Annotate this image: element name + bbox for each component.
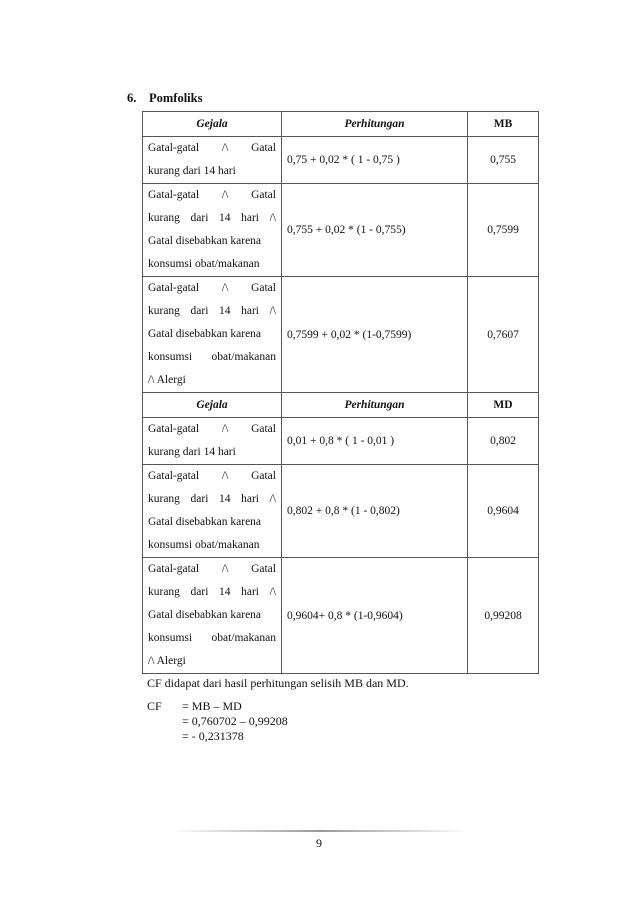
gejala-cell [143,184,282,277]
gejala-line [148,137,276,160]
gejala-word: hari [241,305,259,317]
gejala-word: Gatal [251,282,276,294]
gejala-cell [143,418,282,465]
gejala-line [148,581,276,604]
cf-line: = 0,760702 – 0,99208 [182,714,288,728]
gejala-line [148,418,276,441]
gejala-line [148,323,276,346]
gejala-word: /\ [269,586,276,598]
gejala-line [148,230,276,253]
gejala-line [148,300,276,323]
gejala-word: 14 [219,586,231,598]
perhitungan-cell: 0,802 + 0,8 * (1 - 0,802) [282,465,468,558]
gejala-word: kurang [148,586,180,598]
gejala-word: dari [190,493,209,505]
gejala-word: /\ [221,423,229,435]
gejala-line [148,650,276,673]
gejala-word: dari [190,212,209,224]
table-row [143,418,539,465]
gejala-word: Gatal [251,470,276,482]
gejala-cell [143,277,282,393]
section-title: Pomfoliks [149,91,203,105]
gejala-word: Gatal-gatal [148,142,200,154]
gejala-word: /\ Alergi [148,374,186,386]
mb-perhitungan-header: Perhitungan [282,112,468,137]
gejala-word: 14 [219,493,231,505]
md-perhitungan-header: Perhitungan [282,393,468,418]
gejala-word: Gatal-gatal [148,470,200,482]
gejala-word: dari [190,586,209,598]
cf-label: CF [147,699,162,713]
gejala-line [148,627,276,650]
cf-row-3 [147,729,409,744]
gejala-line [148,207,276,230]
cf-row-1 [147,699,409,714]
gejala-word: Gatal disebabkan karena [148,235,262,247]
md-value-cell: 0,802 [468,418,539,465]
perhitungan-cell: 0,9604+ 0,8 * (1-0,9604) [282,558,468,674]
calculation-table-body [143,112,539,674]
gejala-line [148,346,276,369]
gejala-word: kurang [148,493,180,505]
gejala-line [148,558,276,581]
gejala-word: /\ [269,212,276,224]
table-row [143,558,539,674]
table-row [143,465,539,558]
footer-divider [170,830,470,832]
md-value-header: MD [468,393,539,418]
gejala-word: 14 [219,212,231,224]
gejala-word: /\ [221,470,229,482]
table-row [143,277,539,393]
table-row [143,137,539,184]
gejala-word: Gatal [251,563,276,575]
gejala-word: /\ [221,189,229,201]
perhitungan-cell: 0,01 + 0,8 * ( 1 - 0,01 ) [282,418,468,465]
md-gejala-header: Gejala [143,393,282,418]
gejala-word: hari [241,212,259,224]
gejala-word: /\ [221,142,229,154]
mb-header-row [143,112,539,137]
section-heading [127,91,202,106]
gejala-word: konsumsi obat/makanan [148,258,260,270]
gejala-line [148,511,276,534]
gejala-line [148,253,276,276]
gejala-word: hari [241,586,259,598]
gejala-line [148,465,276,488]
gejala-line [148,160,276,183]
gejala-word: obat/makanan [211,351,276,363]
perhitungan-cell: 0,75 + 0,02 * ( 1 - 0,75 ) [282,137,468,184]
gejala-line [148,184,276,207]
gejala-line [148,604,276,627]
md-header-row [143,393,539,418]
gejala-word: Gatal disebabkan karena [148,609,262,621]
gejala-line [148,277,276,300]
gejala-word: kurang dari 14 hari [148,446,236,458]
gejala-word: /\ Alergi [148,655,186,667]
table-row [143,184,539,277]
cf-intro: CF didapat dari hasil perhitungan selisih MB dan MD. [147,676,409,690]
mb-gejala-header: Gejala [143,112,282,137]
md-value-cell: 0,9604 [468,465,539,558]
gejala-word: dari [190,305,209,317]
gejala-word: Gatal disebabkan karena [148,328,262,340]
gejala-word: /\ [269,305,276,317]
gejala-word: Gatal-gatal [148,189,200,201]
gejala-word: Gatal-gatal [148,563,200,575]
mb-value-cell: 0,7607 [468,277,539,393]
gejala-word: obat/makanan [211,632,276,644]
gejala-word: kurang [148,212,180,224]
gejala-word: 14 [219,305,231,317]
gejala-word: Gatal-gatal [148,282,200,294]
perhitungan-cell: 0,7599 + 0,02 * (1-0,7599) [282,277,468,393]
cf-line: = - 0,231378 [182,729,244,743]
gejala-word: konsumsi [148,351,193,363]
gejala-word: konsumsi [148,632,193,644]
cf-row-2 [147,714,409,729]
mb-value-header: MB [468,112,539,137]
mb-value-cell: 0,755 [468,137,539,184]
md-value-cell: 0,99208 [468,558,539,674]
gejala-line [148,534,276,557]
page-number: 9 [316,836,322,850]
perhitungan-cell: 0,755 + 0,02 * (1 - 0,755) [282,184,468,277]
gejala-word: Gatal [251,423,276,435]
gejala-line [148,441,276,464]
cf-section [147,676,409,744]
gejala-word: Gatal [251,189,276,201]
gejala-word: Gatal [251,142,276,154]
gejala-line [148,488,276,511]
gejala-word: hari [241,493,259,505]
gejala-word: konsumsi obat/makanan [148,539,260,551]
gejala-cell [143,465,282,558]
gejala-cell [143,558,282,674]
gejala-word: /\ [221,563,229,575]
gejala-word: Gatal disebabkan karena [148,516,262,528]
gejala-cell [143,137,282,184]
gejala-word: kurang [148,305,180,317]
calculation-table [142,111,539,674]
cf-line: = MB – MD [182,699,242,713]
gejala-word: kurang dari 14 hari [148,165,236,177]
mb-value-cell: 0,7599 [468,184,539,277]
section-number: 6. [127,91,137,105]
gejala-word: /\ [269,493,276,505]
gejala-word: Gatal-gatal [148,423,200,435]
gejala-line [148,369,276,392]
gejala-word: /\ [221,282,229,294]
